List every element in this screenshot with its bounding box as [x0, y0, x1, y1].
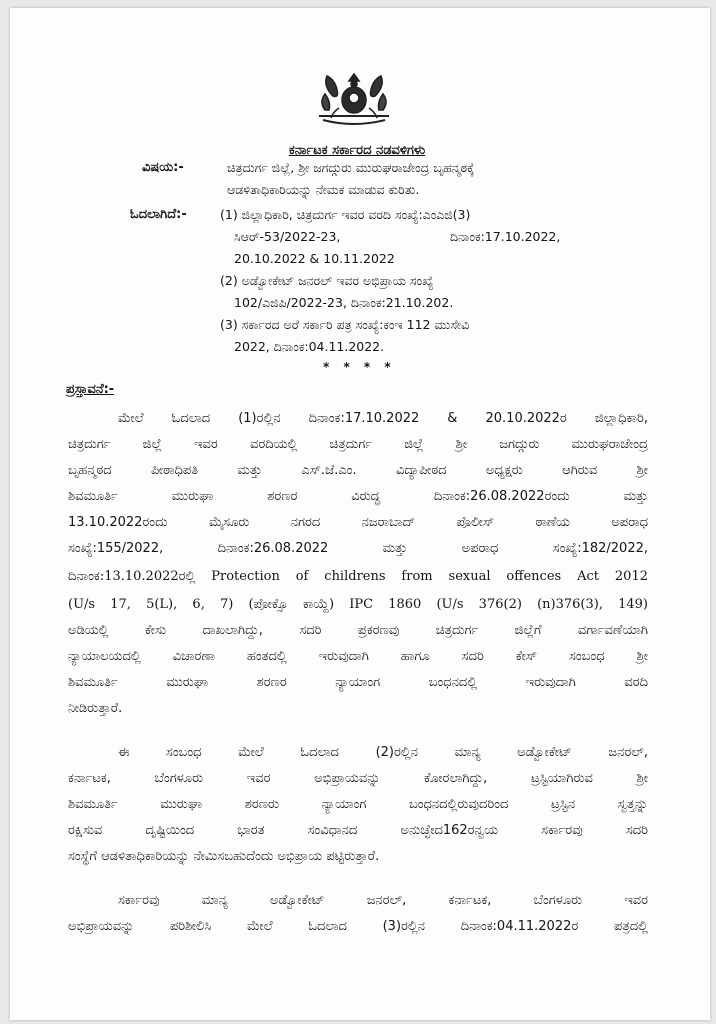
reference-line: ದಿನಾಂಕ:17.10.2022, [450, 229, 561, 244]
document-title: ಕರ್ನಾಟಕ ಸರ್ಕಾರದ ನಡವಳಿಗಳು [288, 143, 426, 158]
paragraph-line: ಮೇಲೆ ಓದಲಾದ (1)ರಲ್ಲಿನ ದಿನಾಂಕ:17.10.2022 & 20.10.2022ರ ಜಿಲ್ಲಾಧಿಕಾರಿ, [118, 411, 648, 426]
reference-line: ಸಿಆರ್-53/2022-23, [234, 229, 341, 244]
reference-line: (2) ಅಡ್ವೋಕೇಟ್ ಜನರಲ್ ಇವರ ಅಭಿಪ್ರಾಯ ಸಂಖ್ಯೆ [220, 273, 434, 288]
paragraph-line: ಶಿವಮೂರ್ತಿ ಮುರುಘಾ ಶರಣರ ನ್ಯಾಯಾಂಗ ಬಂಧನದಲ್ಲಿ ಇರುವುದಾಗಿ ವರದಿ [68, 675, 648, 690]
subject-label: ವಿಷಯ:- [142, 160, 184, 175]
document-page [10, 8, 710, 1020]
paragraph-line: ಶಿವಮೂರ್ತಿ ಮುರುಘಾ ಶರಣರ ವಿರುದ್ಧ ದಿನಾಂಕ:26.08.2022ರಂದು ಮತ್ತು [68, 489, 648, 504]
reference-line: 20.10.2022 & 10.11.2022 [234, 251, 395, 266]
references-label: ಓದಲಾಗಿದೆ:- [130, 207, 187, 222]
subject-line: ಆಡಳಿತಾಧಿಕಾರಿಯನ್ನು ನೇಮಕ ಮಾಡುವ ಕುರಿತು. [227, 182, 420, 197]
subject-line: ಚಿತ್ರದುರ್ಗ ಜಿಲ್ಲೆ, ಶ್ರೀ ಜಗದ್ಗುರು ಮುರುಘರಾಜೇಂದ್ರ ಬೃಹನ್ಮಠಕ್ಕೆ [227, 160, 475, 175]
paragraph-line: ಬೃಹನ್ಮಠದ ಪೀಠಾಧಿಪತಿ ಮತ್ತು ಎಸ್.ಜೆ.ಎಂ. ವಿದ್ಯಾಪೀಠದ ಅಧ್ಯಕ್ಷರು ಆಗಿರುವ ಶ್ರೀ [68, 463, 648, 478]
reference-line: 2022, ದಿನಾಂಕ:04.11.2022. [234, 339, 385, 354]
reference-line: (3) ಸರ್ಕಾರದ ಅರೆ ಸರ್ಕಾರಿ ಪತ್ರ ಸಂಖ್ಯೆ:ಕಂಇ 112 ಮುಸೇವಿ [220, 317, 470, 332]
reference-line: (1) ಜಿಲ್ಲಾಧಿಕಾರಿ, ಚಿತ್ರದುರ್ಗ ಇವರ ವರದಿ ಸಂಖ್ಯೆ:ಎಂಎಜಿ(3) [220, 207, 471, 222]
paragraph-line: ರಕ್ಷಿಸುವ ದೃಷ್ಟಿಯಿಂದ ಭಾರತ ಸಂವಿಧಾನದ ಅನುಚ್ಛೇದ162ರನ್ವಯ ಸರ್ಕಾರವು ಸದರಿ [68, 823, 648, 838]
paragraph-line: ಈ ಸಂಬಂಧ ಮೇಲೆ ಓದಲಾದ (2)ರಲ್ಲಿನ ಮಾನ್ಯ ಅಡ್ವೋಕೇಟ್ ಜನರಲ್, [118, 745, 648, 760]
separator-stars: * * * * [323, 360, 396, 374]
paragraph-line: ನ್ಯಾಯಾಲಯದಲ್ಲಿ ವಿಚಾರಣಾ ಹಂತದಲ್ಲಿ ಇರುವುದಾಗಿ ಹಾಗೂ ಸದರಿ ಕೇಸ್ ಸಂಬಂಧ ಶ್ರೀ [68, 649, 648, 664]
paragraph-line: ದಿನಾಂಕ:13.10.2022ರಲ್ಲಿ Protection of childrens from sexual offences Act 2012 [68, 569, 648, 584]
paragraph-line: ಸಂಸ್ಥೆಗೆ ಆಡಳಿತಾಧಿಕಾರಿಯನ್ನು ನೇಮಿಸಬಹುದೆಂದು ಅಭಿಪ್ರಾಯ ಪಟ್ಟಿರುತ್ತಾರೆ. [68, 849, 380, 864]
preamble-heading: ಪ್ರಸ್ತಾವನೆ:- [66, 382, 115, 397]
paragraph-line: ಅಭಿಪ್ರಾಯವನ್ನು ಪರಿಶೀಲಿಸಿ ಮೇಲೆ ಓದಲಾದ (3)ರಲ್ಲಿನ ದಿನಾಂಕ:04.11.2022ರ ಪತ್ರದಲ್ಲಿ [68, 919, 648, 934]
paragraph-line: ನೀಡಿರುತ್ತಾರೆ. [68, 701, 123, 716]
paragraph-line: 13.10.2022ರಂದು ಮೈಸೂರು ನಗರದ ನಜರಾಬಾದ್ ಪೊಲೀಸ್ ಠಾಣೆಯ ಅಪರಾಧ [68, 515, 648, 530]
reference-line: 102/ಎಜಿಪಿ/2022-23, ದಿನಾಂಕ:21.10.202. [234, 295, 454, 310]
paragraph-line: ಚಿತ್ರದುರ್ಗ ಜಿಲ್ಲೆ ಇವರ ವರದಿಯಲ್ಲಿ ಚಿತ್ರದುರ್ಗ ಜಿಲ್ಲೆ ಶ್ರೀ ಜಗದ್ಗುರು ಮುರುಘರಾಜೇಂದ್ರ [68, 437, 648, 452]
state-emblem-icon [313, 70, 395, 128]
paragraph-line: (U/s 17, 5(L), 6, 7) (ಪೋಕ್ಸೊ ಕಾಯ್ದೆ) IPC 1860 (U/s 376(2) (n)376(3), 149) [68, 597, 648, 612]
paragraph-line: ಅಡಿಯಲ್ಲಿ ಕೇಸು ದಾಖಲಾಗಿದ್ದು, ಸದರಿ ಪ್ರಕರಣವು ಚಿತ್ರದುರ್ಗ ಜಿಲ್ಲೆಗೆ ವರ್ಗಾವಣೆಯಾಗಿ [68, 623, 648, 638]
paragraph-line: ಸಂಖ್ಯೆ:155/2022, ದಿನಾಂಕ:26.08.2022 ಮತ್ತು ಅಪರಾಧ ಸಂಖ್ಯೆ:182/2022, [68, 541, 648, 556]
paragraph-line: ಸರ್ಕಾರವು ಮಾನ್ಯ ಅಡ್ವೋಕೇಟ್ ಜನರಲ್, ಕರ್ನಾಟಕ, ಬೆಂಗಳೂರು ಇವರ [118, 893, 648, 908]
paragraph-line: ಶಿವಮೂರ್ತಿ ಮುರುಘಾ ಶರಣರು ನ್ಯಾಯಾಂಗ ಬಂಧನದಲ್ಲಿರುವುದರಿಂದ ಟ್ರಸ್ಟಿನ ಸ್ವತ್ತನ್ನು [68, 797, 648, 812]
paragraph-line: ಕರ್ನಾಟಕ, ಬೆಂಗಳೂರು ಇವರ ಅಭಿಪ್ರಾಯವನ್ನು ಕೋರಲಾಗಿದ್ದು, ಟ್ರಸ್ಟಿಯಾಗಿರುವ ಶ್ರೀ [68, 771, 648, 786]
